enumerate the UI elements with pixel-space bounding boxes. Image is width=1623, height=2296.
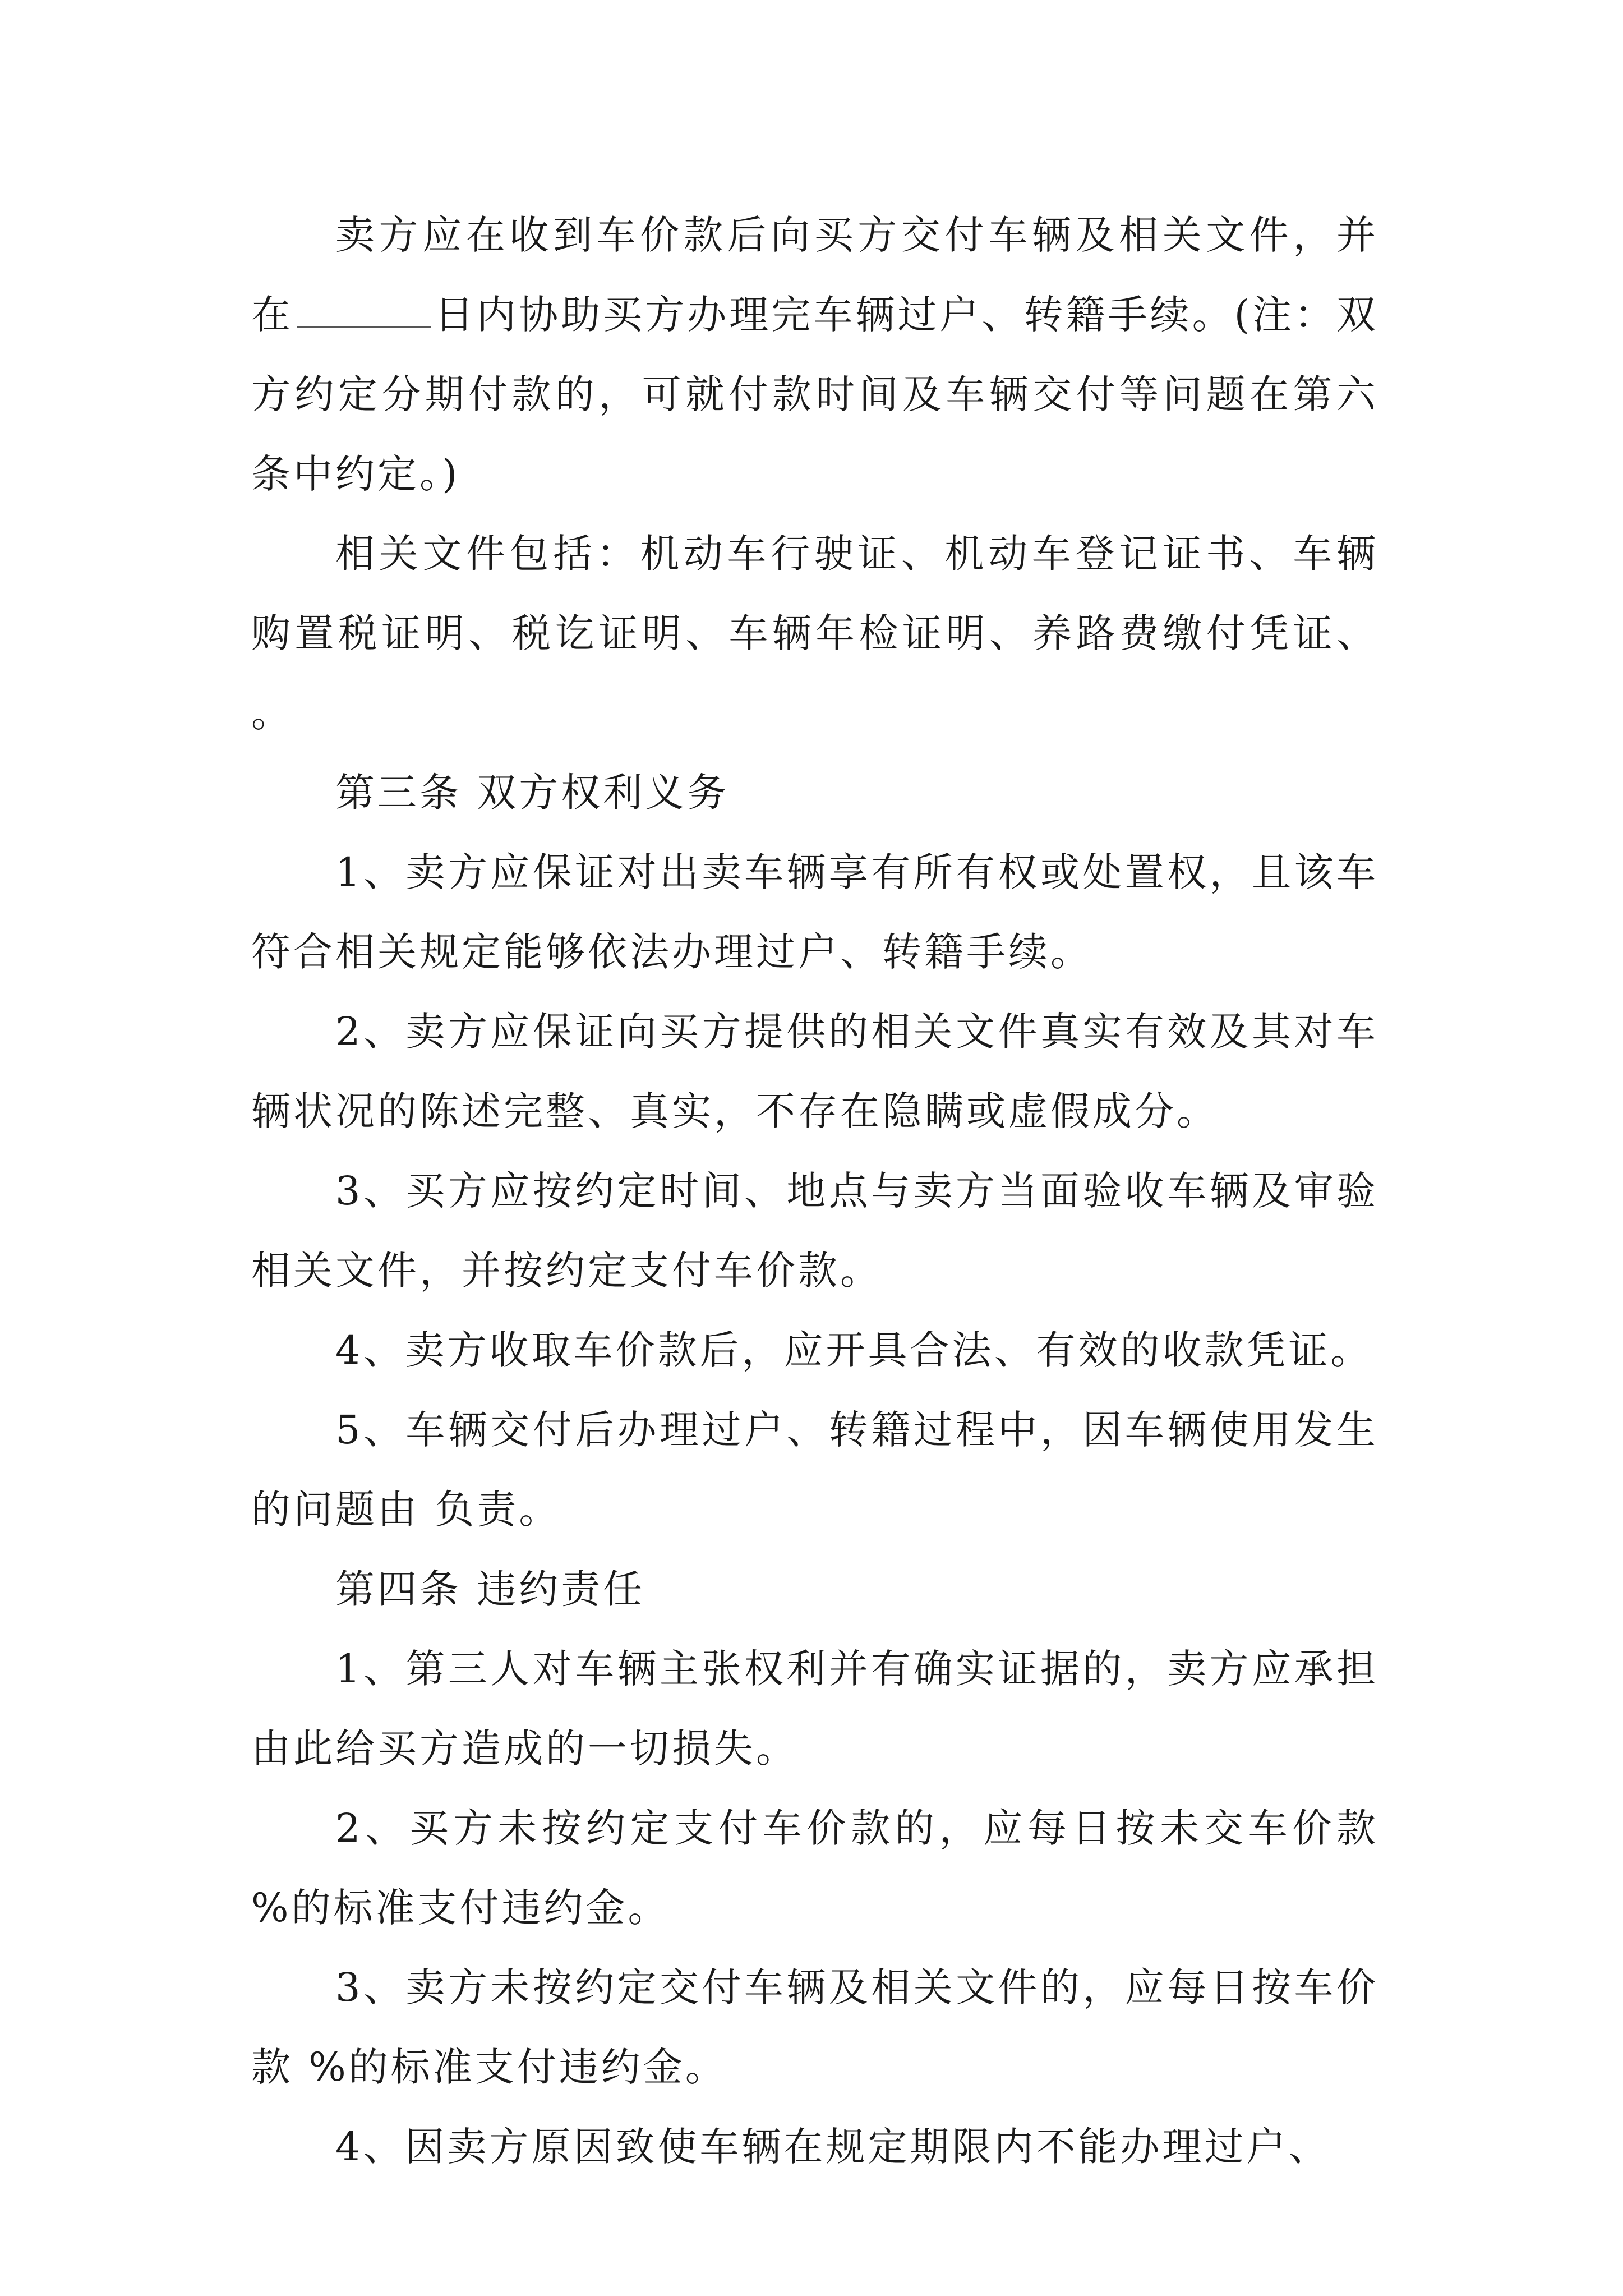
section-heading-article-3: 第三条 双方权利义务 xyxy=(335,770,730,816)
fill-in-blank-days[interactable] xyxy=(297,293,431,328)
section-heading-article-4: 第四条 违约责任 xyxy=(335,1566,645,1612)
paragraph-delivery-part1: 卖方应在收到车价款后向买方交付车辆及相关文件，并在 xyxy=(251,212,1378,338)
clause-3-2: 2、卖方应保证向买方提供的相关文件真实有效及其对车辆状况的陈述完整、真实，不存在隐瞒或虚假成分。 xyxy=(251,1009,1378,1134)
clause-4-4: 4、因卖方原因致使车辆在规定期限内不能办理过户、 xyxy=(335,2124,1331,2170)
clause-3-4: 4、卖方收取车价款后，应开具合法、有效的收款凭证。 xyxy=(335,1327,1373,1373)
clause-4-1: 1、第三人对车辆主张权利并有确实证据的，卖方应承担由此给买方造成的一切损失。 xyxy=(251,1646,1378,1772)
clause-3-1: 1、卖方应保证对出卖车辆享有所有权或处置权，且该车符合相关规定能够依法办理过户、转籍手续。 xyxy=(251,849,1378,975)
paragraph-related-documents: 相关文件包括：机动车行驶证、机动车登记证书、车辆购置税证明、税讫证明、车辆年检证明、养路费缴付凭证、 。 xyxy=(251,531,1378,736)
clause-3-3: 3、买方应按约定时间、地点与卖方当面验收车辆及审验相关文件，并按约定支付车价款。 xyxy=(251,1168,1378,1294)
clause-4-2: 2、买方未按约定支付车价款的，应每日按未交车价款 %的标准支付违约金。 xyxy=(251,1805,1378,1931)
document-body xyxy=(251,195,1378,2187)
clause-4-3: 3、卖方未按约定交付车辆及相关文件的，应每日按车价款 %的标准支付违约金。 xyxy=(251,1964,1378,2090)
paragraph-delivery xyxy=(251,195,1378,514)
paragraph-delivery-part2: 日内协助买方办理完车辆过户、转籍手续。(注：双方约定分期付款的，可就付款时间及车辆交付等问题在第六条中约定。) xyxy=(251,292,1378,497)
clause-3-5: 5、车辆交付后办理过户、转籍过程中，因车辆使用发生的问题由 负责。 xyxy=(251,1407,1378,1533)
